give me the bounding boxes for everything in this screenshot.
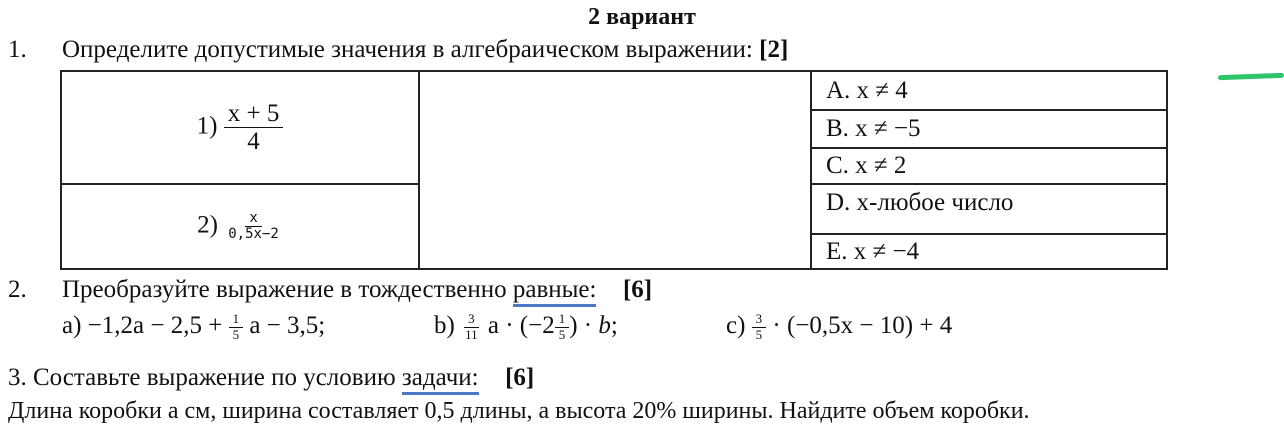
q2b-fraction <box>461 312 482 342</box>
q2a-prefix: a) −1,2a − 2,5 + <box>62 312 229 339</box>
q1-table <box>60 70 1168 270</box>
q2c-suffix: · (−0,5x − 10) + 4 <box>772 312 953 339</box>
q2-text: Преобразуйте выражение в тождественно <box>62 276 513 303</box>
expr2-label: 2) <box>197 211 218 239</box>
answer-a: A. x ≠ 4 <box>812 72 1166 110</box>
q3-heading <box>8 364 534 392</box>
expr2-numerator: x <box>245 211 261 227</box>
q2b-mixed-num: 1 <box>555 312 570 327</box>
q2c-den: 5 <box>755 326 763 342</box>
expr2-fraction <box>224 211 283 243</box>
q2b-mid: a · (−2 <box>487 312 555 339</box>
q3-body: Длина коробки a см, ширина составляет 0,5 длины, а высота 20% ширины. Найдите объем коробки. <box>8 398 1030 424</box>
q1-text: Определите допустимые значения в алгебраическом выражении: <box>62 36 753 63</box>
q2c-num: 3 <box>752 312 767 327</box>
q2b-prefix: b) <box>434 312 462 339</box>
q3-points: [6] <box>505 364 535 391</box>
q2a-fraction <box>229 312 244 342</box>
q2-item-b <box>434 312 618 342</box>
q2b-mixed-fraction <box>555 312 570 342</box>
answer-d: D. x-любое число <box>812 184 1166 234</box>
q3-text: 3. Составьте выражение по условию <box>8 364 402 391</box>
answer-c: C. x ≠ 2 <box>812 148 1166 184</box>
q2b-num: 3 <box>464 312 479 327</box>
expr1-label: 1) <box>196 112 218 140</box>
expr1-cell <box>61 71 419 184</box>
q2b-suffix: ) · <box>569 312 599 339</box>
expr2-denominator: 0,5x−2 <box>228 226 279 243</box>
answer-b: B. x ≠ −5 <box>812 110 1166 148</box>
expr2-cell <box>61 184 419 269</box>
q2-item-c <box>726 312 952 342</box>
green-pen-mark <box>1218 73 1284 80</box>
q2-points: [6] <box>622 276 653 303</box>
answers-cell <box>811 71 1167 269</box>
q2b-mixed-den: 5 <box>558 326 566 342</box>
q2a-num: 1 <box>229 312 244 327</box>
empty-middle-cell <box>419 71 811 269</box>
q2c-fraction <box>752 312 767 342</box>
q2b-var: b <box>598 312 611 339</box>
answers-table <box>812 72 1166 268</box>
q1-number: 1. <box>8 36 27 63</box>
q2-text-underlined: равные: <box>513 276 597 307</box>
q3-text-underlined: задачи: <box>402 364 479 395</box>
q2-number: 2. <box>8 276 27 303</box>
q2a-suffix: a − 3,5; <box>249 312 326 339</box>
q2-item-a <box>62 312 325 342</box>
q2b-den: 11 <box>465 326 478 342</box>
variant-title: 2 вариант <box>588 4 696 30</box>
q1-points: [2] <box>759 36 789 63</box>
expr1-denominator: 4 <box>247 128 260 156</box>
answer-e: E. x ≠ −4 <box>826 237 920 265</box>
expr1-fraction <box>224 100 284 156</box>
q2b-end: ; <box>610 312 618 339</box>
q2c-prefix: c) <box>726 312 752 339</box>
q2a-den: 5 <box>232 326 240 342</box>
q1-heading <box>62 36 788 64</box>
q2-heading <box>62 276 652 304</box>
expr1-numerator: x + 5 <box>224 100 284 129</box>
